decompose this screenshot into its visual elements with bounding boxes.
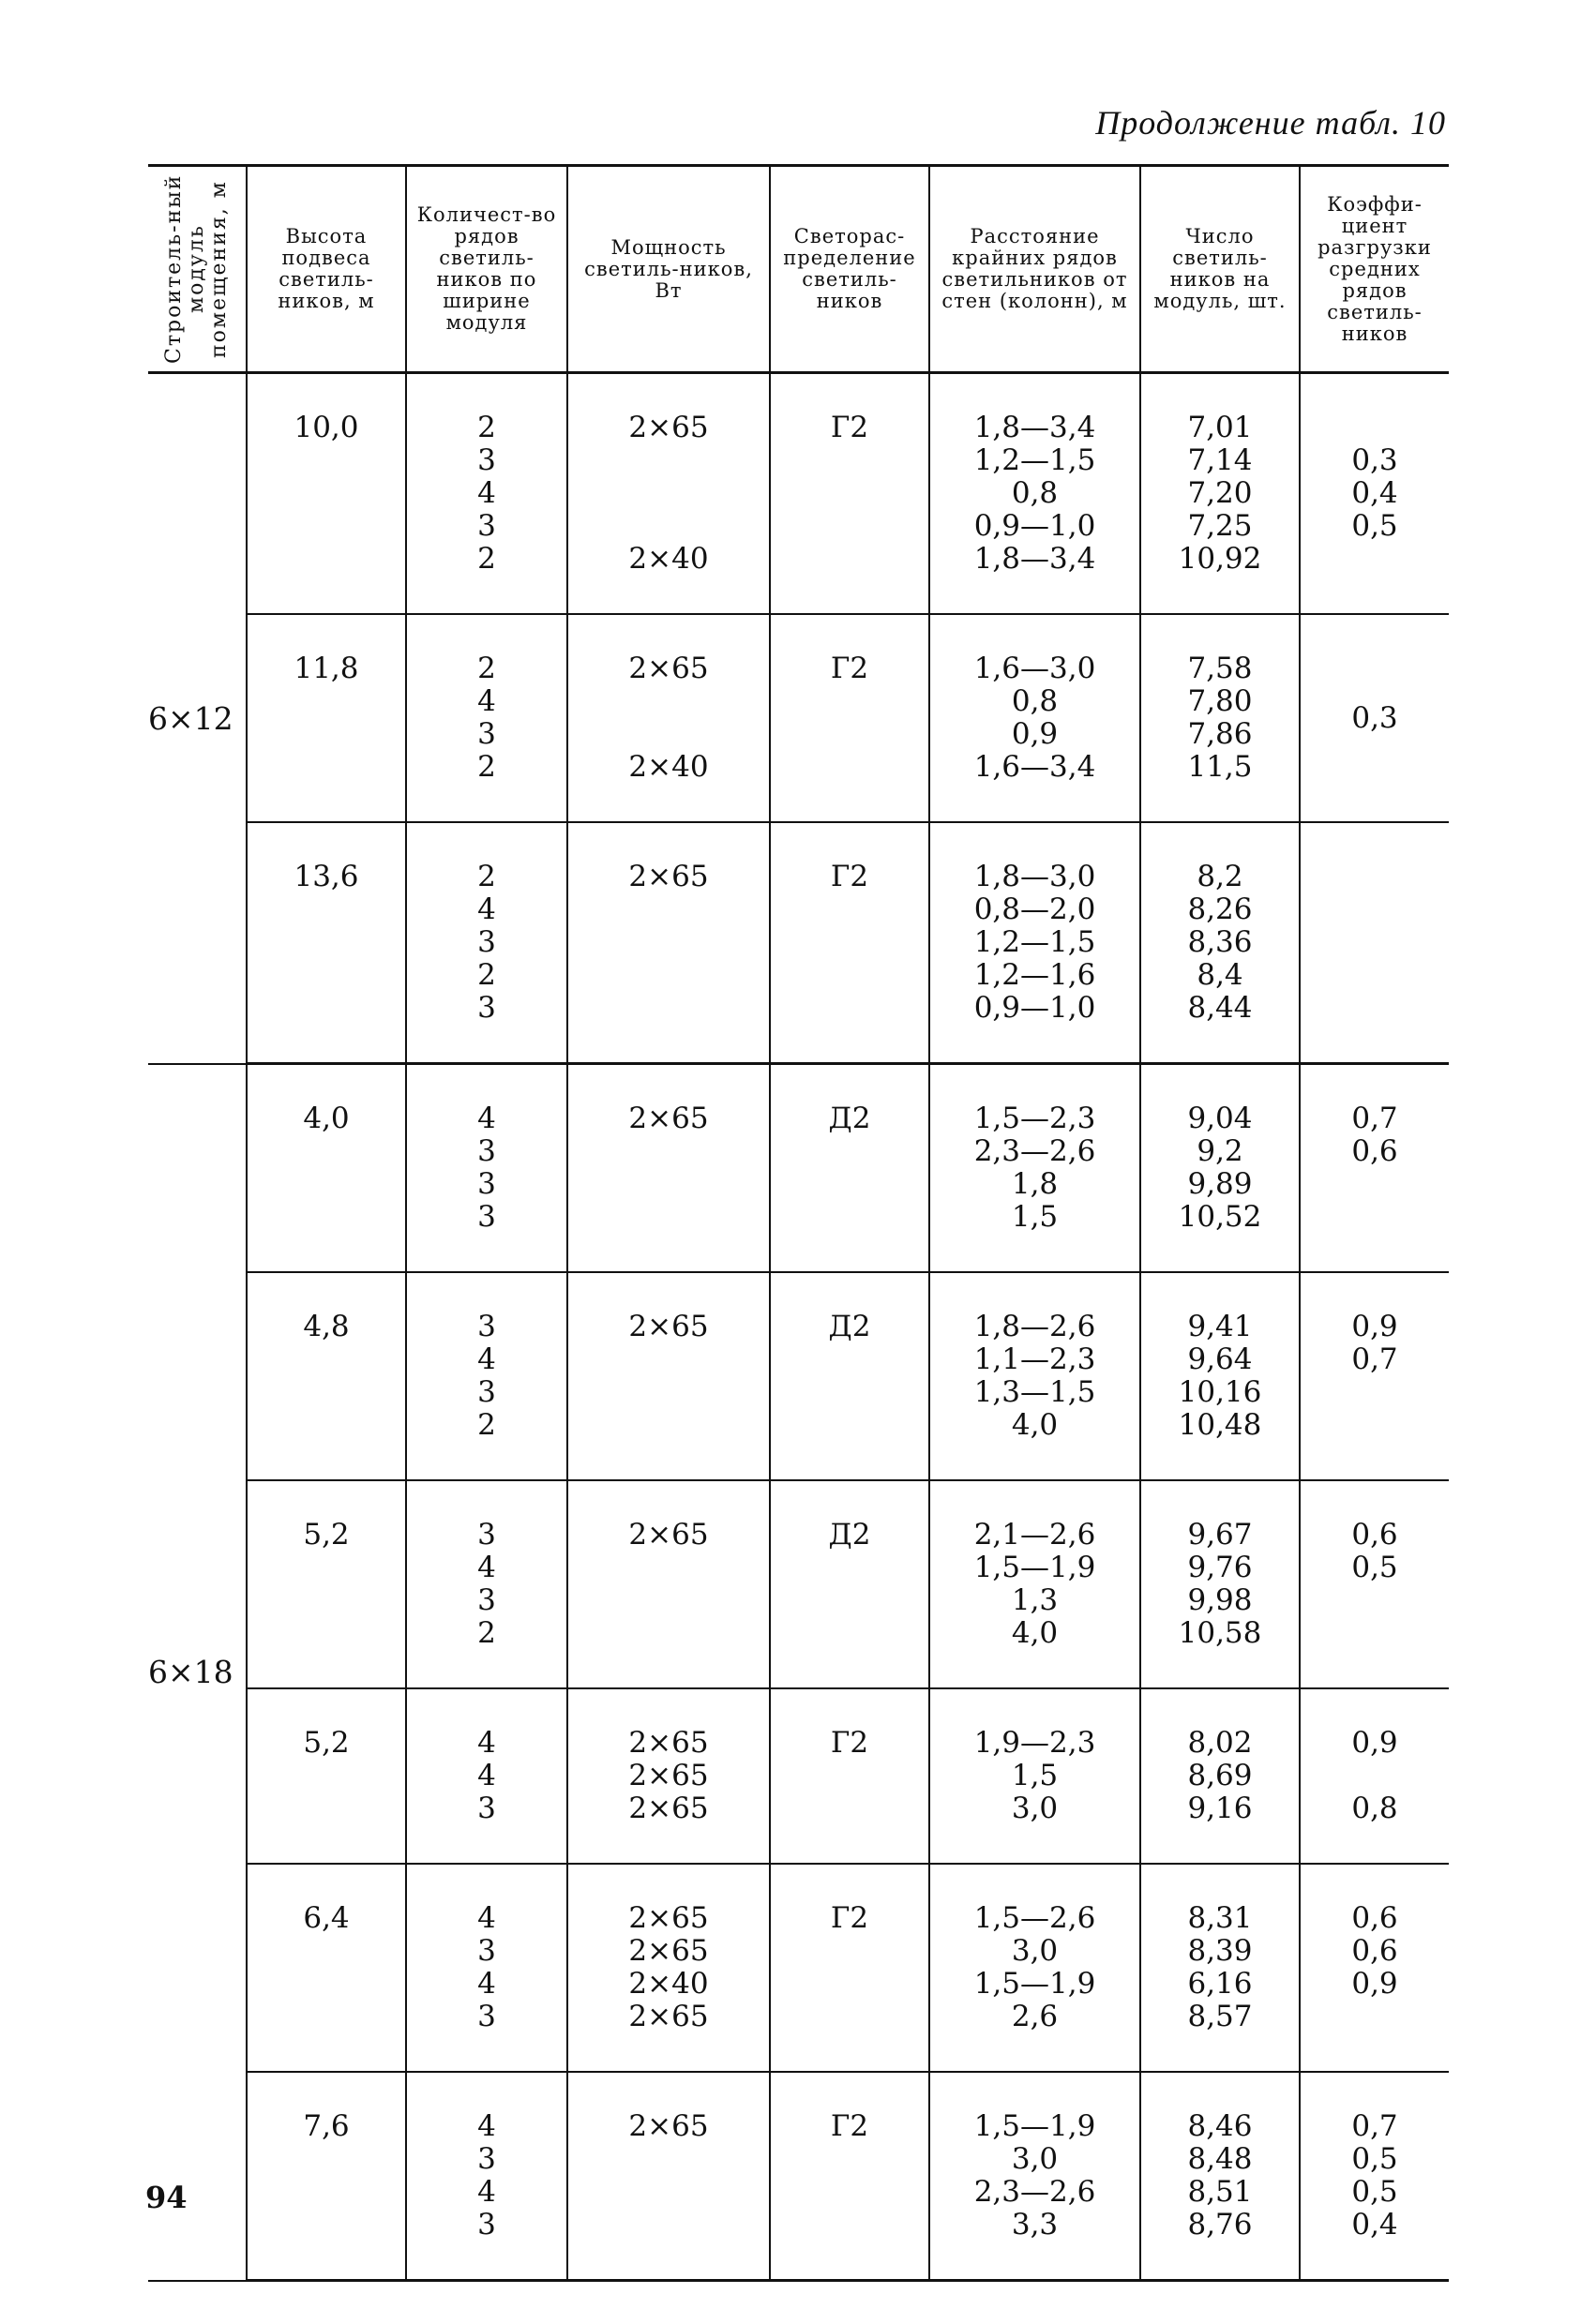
- power-cell: [567, 1688, 770, 1864]
- rows-count-line: 3: [477, 991, 496, 1025]
- table-caption: Продолжение табл. 10: [1095, 104, 1446, 142]
- coefficient-line: 0,3: [1351, 700, 1398, 735]
- distance-line: 0,8: [1011, 476, 1059, 510]
- rows-count-line: 2: [477, 1616, 496, 1650]
- distance-line: 0,8—2,0: [973, 892, 1096, 926]
- coefficient-line: [1304, 1409, 1445, 1442]
- rows-count-line: 4: [477, 1967, 496, 2001]
- power-line: [572, 893, 765, 926]
- distance-cell: [929, 1688, 1140, 1864]
- power-line: [572, 444, 765, 477]
- height-cell: 6,4: [247, 1864, 406, 2072]
- coefficient-line: 0,7: [1351, 2109, 1398, 2143]
- coefficient-line: 0,7: [1351, 1342, 1398, 1376]
- coefficient-line: 0,6: [1351, 1134, 1398, 1168]
- power-cell: [567, 614, 770, 822]
- rows-count-line: 2: [477, 411, 496, 444]
- rows-count-line: 4: [477, 476, 496, 510]
- rows-count-line: 2: [477, 1408, 496, 1442]
- rows-count-line: 4: [477, 2175, 496, 2209]
- count-line: 8,2: [1197, 860, 1243, 893]
- rows-count-line: 4: [477, 1901, 496, 1935]
- power-line: 2×65: [628, 1792, 709, 1825]
- rows-count-line: 4: [477, 2109, 496, 2143]
- distance-line: 3,0: [1011, 1792, 1059, 1825]
- rows-count-cell: [406, 1272, 567, 1480]
- count-line: 7,25: [1187, 509, 1253, 543]
- power-line: 2×65: [628, 1934, 709, 1968]
- power-line: [572, 992, 765, 1025]
- rows-count-line: 3: [477, 1134, 496, 1168]
- coefficient-line: [1304, 1760, 1445, 1792]
- height-cell: 5,2: [247, 1688, 406, 1864]
- table-row: [148, 373, 1449, 615]
- header-rows-count: Количест-во рядов светиль-ников по ширине модуля: [406, 166, 567, 373]
- power-line: [572, 1409, 765, 1442]
- distance-line: 2,6: [1011, 2000, 1059, 2033]
- distance-line: 1,2—1,5: [973, 925, 1096, 959]
- rows-count-line: 3: [477, 1583, 496, 1617]
- header-count: Число светиль-ников на модуль, шт.: [1140, 166, 1300, 373]
- power-line: 2×65: [628, 1310, 709, 1343]
- rows-count-line: 3: [477, 1375, 496, 1409]
- rows-count-line: 2: [477, 542, 496, 576]
- power-cell: [567, 822, 770, 1064]
- distribution-cell: Г2: [770, 2072, 929, 2281]
- coefficient-line: [1304, 543, 1445, 576]
- distance-cell: [929, 614, 1140, 822]
- power-line: 2×40: [628, 542, 709, 576]
- power-line: [572, 1552, 765, 1584]
- rows-count-line: 2: [477, 652, 496, 685]
- distance-line: 1,2—1,5: [973, 443, 1096, 477]
- coefficient-line: [1304, 1168, 1445, 1201]
- coefficient-line: 0,4: [1351, 476, 1398, 510]
- header-distribution: Светорас-пределение светиль-ников: [770, 166, 929, 373]
- distance-line: 2,3—2,6: [973, 1134, 1096, 1168]
- count-line: 8,69: [1187, 1759, 1253, 1792]
- power-line: [572, 1584, 765, 1617]
- rows-count-line: 3: [477, 1792, 496, 1825]
- distribution-cell: Д2: [770, 1272, 929, 1480]
- coefficient-line: 0,3: [1351, 443, 1398, 477]
- count-line: 8,39: [1187, 1934, 1253, 1968]
- distance-cell: [929, 1864, 1140, 2072]
- count-line: 8,57: [1187, 2000, 1253, 2033]
- coefficient-line: 0,5: [1351, 1551, 1398, 1584]
- table-row: [148, 1480, 1449, 1688]
- rows-count-line: 3: [477, 2142, 496, 2176]
- rows-count-line: 3: [477, 443, 496, 477]
- count-line: 10,52: [1178, 1200, 1262, 1234]
- coefficient-line: 0,9: [1351, 1726, 1398, 1760]
- coefficient-line: [1304, 1201, 1445, 1234]
- rows-count-cell: [406, 822, 567, 1064]
- count-line: 10,16: [1178, 1375, 1262, 1409]
- distance-line: 1,8—3,4: [973, 542, 1096, 576]
- count-line: 9,98: [1187, 1583, 1253, 1617]
- power-line: 2×65: [628, 652, 709, 685]
- power-line: 2×65: [628, 860, 709, 893]
- count-cell: [1140, 1272, 1300, 1480]
- header-height: Высота подвеса светиль-ников, м: [247, 166, 406, 373]
- distance-line: 1,5—1,9: [973, 2109, 1096, 2143]
- rows-count-line: 2: [477, 860, 496, 893]
- coefficient-line: 0,4: [1351, 2208, 1398, 2242]
- page-number: 94: [145, 2180, 188, 2215]
- count-line: 9,64: [1187, 1342, 1253, 1376]
- table-row: [148, 1064, 1449, 1273]
- coefficient-line: 0,9: [1351, 1310, 1398, 1343]
- distance-line: 0,8: [1011, 684, 1059, 718]
- distance-line: 4,0: [1011, 1616, 1059, 1650]
- coefficient-line: 0,6: [1351, 1934, 1398, 1968]
- distance-line: 1,1—2,3: [973, 1342, 1096, 1376]
- count-line: 7,58: [1187, 652, 1253, 685]
- count-line: 8,26: [1187, 892, 1253, 926]
- rows-count-cell: [406, 1480, 567, 1688]
- count-line: 9,67: [1187, 1518, 1253, 1552]
- count-line: 6,16: [1187, 1967, 1253, 2001]
- distance-cell: [929, 1064, 1140, 1273]
- distance-line: 1,2—1,6: [973, 958, 1096, 992]
- count-line: 7,01: [1187, 411, 1253, 444]
- height-cell: 7,6: [247, 2072, 406, 2281]
- module-cell: 6×12: [148, 373, 247, 1064]
- rows-count-line: 3: [477, 509, 496, 543]
- distance-cell: [929, 1272, 1140, 1480]
- count-line: 9,41: [1187, 1310, 1253, 1343]
- header-distance: Расстояние крайних рядов светильников от стен (колонн), м: [929, 166, 1140, 373]
- power-line: [572, 685, 765, 718]
- count-cell: [1140, 822, 1300, 1064]
- distance-cell: [929, 1480, 1140, 1688]
- rows-count-cell: [406, 1864, 567, 2072]
- distance-line: 1,5—1,9: [973, 1967, 1096, 2001]
- distance-line: 2,1—2,6: [973, 1518, 1096, 1552]
- count-line: 8,76: [1187, 2208, 1253, 2242]
- coefficient-cell: [1300, 1864, 1449, 2072]
- distance-line: 1,3—1,5: [973, 1375, 1096, 1409]
- count-line: 8,31: [1187, 1901, 1253, 1935]
- power-line: 2×65: [628, 2000, 709, 2033]
- header-power: Мощность светиль-ников, Вт: [567, 166, 770, 373]
- coefficient-line: 0,5: [1351, 2175, 1398, 2209]
- distance-line: 1,5: [1011, 1759, 1059, 1792]
- distance-line: 3,0: [1011, 1934, 1059, 1968]
- power-line: [572, 2176, 765, 2209]
- count-line: 9,2: [1197, 1134, 1243, 1168]
- rows-count-cell: [406, 1064, 567, 1273]
- rows-count-line: 4: [477, 1342, 496, 1376]
- power-line: 2×65: [628, 411, 709, 444]
- table-row: [148, 614, 1449, 822]
- distance-line: 1,3: [1011, 1583, 1059, 1617]
- rows-count-line: 3: [477, 1934, 496, 1968]
- table-row: [148, 1272, 1449, 1480]
- distance-cell: [929, 2072, 1140, 2281]
- power-line: [572, 959, 765, 992]
- coefficient-cell: [1300, 1272, 1449, 1480]
- power-cell: [567, 1272, 770, 1480]
- coefficient-cell: [1300, 2072, 1449, 2281]
- coefficient-line: [1304, 1584, 1445, 1617]
- distance-line: 1,6—3,0: [973, 652, 1096, 685]
- count-line: 8,02: [1187, 1726, 1253, 1760]
- rows-count-line: 4: [477, 1726, 496, 1760]
- rows-count-line: 2: [477, 958, 496, 992]
- count-line: 8,36: [1187, 925, 1253, 959]
- distribution-cell: Д2: [770, 1064, 929, 1273]
- power-line: 2×65: [628, 1518, 709, 1552]
- distribution-cell: Г2: [770, 614, 929, 822]
- count-line: 10,48: [1178, 1408, 1262, 1442]
- module-cell: 6×18: [148, 1064, 247, 2281]
- distance-cell: [929, 373, 1140, 615]
- coefficient-line: 0,7: [1351, 1102, 1398, 1135]
- distance-line: 2,3—2,6: [973, 2175, 1096, 2209]
- distance-cell: [929, 822, 1140, 1064]
- power-line: [572, 477, 765, 510]
- table-row: [148, 822, 1449, 1064]
- power-line: 2×65: [628, 2109, 709, 2143]
- power-cell: [567, 2072, 770, 2281]
- table-row: [148, 1864, 1449, 2072]
- count-line: 9,04: [1187, 1102, 1253, 1135]
- rows-count-line: 2: [477, 750, 496, 784]
- count-line: 7,86: [1187, 717, 1253, 751]
- height-cell: 5,2: [247, 1480, 406, 1688]
- distance-line: 1,8: [1011, 1167, 1059, 1201]
- table-row: [148, 2072, 1449, 2281]
- distance-line: 1,8—3,4: [973, 411, 1096, 444]
- count-cell: [1140, 1864, 1300, 2072]
- count-line: 10,92: [1178, 542, 1262, 576]
- distribution-cell: Г2: [770, 1864, 929, 2072]
- distance-line: 1,6—3,4: [973, 750, 1096, 784]
- count-cell: [1140, 614, 1300, 822]
- distance-line: 1,8—2,6: [973, 1310, 1096, 1343]
- power-line: 2×40: [628, 1967, 709, 2001]
- power-line: 2×65: [628, 1726, 709, 1760]
- rows-count-line: 4: [477, 1551, 496, 1584]
- distance-line: 1,5—2,3: [973, 1102, 1096, 1135]
- coefficient-line: [1304, 1376, 1445, 1409]
- distribution-cell: Г2: [770, 1688, 929, 1864]
- power-line: [572, 1343, 765, 1376]
- distance-line: 0,9—1,0: [973, 509, 1096, 543]
- rows-count-line: 4: [477, 892, 496, 926]
- rows-count-line: 3: [477, 2000, 496, 2033]
- count-cell: [1140, 1064, 1300, 1273]
- power-line: [572, 1168, 765, 1201]
- distribution-cell: Г2: [770, 373, 929, 615]
- height-cell: 4,0: [247, 1064, 406, 1273]
- count-cell: [1140, 1480, 1300, 1688]
- power-line: 2×65: [628, 1759, 709, 1792]
- power-cell: [567, 373, 770, 615]
- rows-count-line: 3: [477, 1200, 496, 1234]
- coefficient-line: 0,6: [1351, 1518, 1398, 1552]
- height-cell: 11,8: [247, 614, 406, 822]
- count-line: 8,51: [1187, 2175, 1253, 2209]
- count-line: 9,76: [1187, 1551, 1253, 1584]
- coefficient-cell: [1300, 1064, 1449, 1273]
- distance-line: 0,9—1,0: [973, 991, 1096, 1025]
- count-cell: [1140, 373, 1300, 615]
- distribution-cell: Д2: [770, 1480, 929, 1688]
- rows-count-line: 3: [477, 1167, 496, 1201]
- coefficient-line: 0,5: [1351, 2142, 1398, 2176]
- count-cell: [1140, 1688, 1300, 1864]
- rows-count-cell: [406, 1688, 567, 1864]
- rows-count-line: 3: [477, 717, 496, 751]
- distance-line: 0,9: [1011, 717, 1059, 751]
- distance-line: 1,8—3,0: [973, 860, 1096, 893]
- count-line: 10,58: [1178, 1616, 1262, 1650]
- rows-count-line: 3: [477, 1310, 496, 1343]
- power-cell: [567, 1480, 770, 1688]
- rows-count-cell: [406, 373, 567, 615]
- coefficient-cell: [1300, 1480, 1449, 1688]
- distance-line: 3,3: [1011, 2208, 1059, 2242]
- power-line: 2×40: [628, 750, 709, 784]
- coefficient-line: [1304, 412, 1445, 444]
- power-line: [572, 926, 765, 959]
- power-line: [572, 510, 765, 543]
- coefficient-line: [1304, 1617, 1445, 1650]
- count-cell: [1140, 2072, 1300, 2281]
- rows-count-line: 4: [477, 684, 496, 718]
- power-line: [572, 2209, 765, 2242]
- height-cell: 10,0: [247, 373, 406, 615]
- count-line: 7,14: [1187, 443, 1253, 477]
- coefficient-line: 0,8: [1351, 1792, 1398, 1825]
- power-line: [572, 1617, 765, 1650]
- power-line: [572, 1201, 765, 1234]
- power-line: [572, 2143, 765, 2176]
- distance-line: 3,0: [1011, 2142, 1059, 2176]
- distance-line: 1,5—1,9: [973, 1551, 1096, 1584]
- count-line: 9,16: [1187, 1792, 1253, 1825]
- count-line: 8,48: [1187, 2142, 1253, 2176]
- count-line: 7,80: [1187, 684, 1253, 718]
- power-cell: [567, 1064, 770, 1273]
- distance-line: 1,9—2,3: [973, 1726, 1096, 1760]
- count-line: 9,89: [1187, 1167, 1253, 1201]
- power-line: [572, 1135, 765, 1168]
- power-line: [572, 1376, 765, 1409]
- table-row: [148, 1688, 1449, 1864]
- coefficient-cell: [1300, 822, 1449, 1064]
- header-row: [148, 166, 1449, 373]
- rows-count-cell: [406, 2072, 567, 2281]
- distribution-cell: Г2: [770, 822, 929, 1064]
- count-line: 7,20: [1187, 476, 1253, 510]
- lighting-table: [148, 164, 1449, 2282]
- count-line: 11,5: [1187, 750, 1253, 784]
- coefficient-line: 0,6: [1351, 1901, 1398, 1935]
- header-module: Строитель-ный модуль помещения, м: [148, 166, 247, 373]
- rows-count-line: 4: [477, 1102, 496, 1135]
- distance-line: 1,5: [1011, 1200, 1059, 1234]
- power-line: 2×65: [628, 1102, 709, 1135]
- rows-count-line: 4: [477, 1759, 496, 1792]
- rows-count-line: 3: [477, 2208, 496, 2242]
- coefficient-cell: [1300, 1688, 1449, 1864]
- coefficient-line: [1304, 2001, 1445, 2033]
- coefficient-line: 0,9: [1351, 1967, 1398, 2001]
- rows-count-line: 3: [477, 1518, 496, 1552]
- distance-line: 4,0: [1011, 1408, 1059, 1442]
- rows-count-cell: [406, 614, 567, 822]
- count-line: 8,4: [1197, 958, 1243, 992]
- height-cell: 4,8: [247, 1272, 406, 1480]
- coefficient-cell: [1300, 373, 1449, 615]
- power-line: [572, 718, 765, 751]
- count-line: 8,46: [1187, 2109, 1253, 2143]
- power-line: 2×65: [628, 1901, 709, 1935]
- rows-count-line: 3: [477, 925, 496, 959]
- height-cell: 13,6: [247, 822, 406, 1064]
- coefficient-line: 0,5: [1351, 509, 1398, 543]
- header-coefficient: Коэффи-циент разгрузки средних рядов светиль-ников: [1300, 166, 1449, 373]
- distance-line: 1,5—2,6: [973, 1901, 1096, 1935]
- power-cell: [567, 1864, 770, 2072]
- coefficient-cell: [1300, 614, 1449, 822]
- count-line: 8,44: [1187, 991, 1253, 1025]
